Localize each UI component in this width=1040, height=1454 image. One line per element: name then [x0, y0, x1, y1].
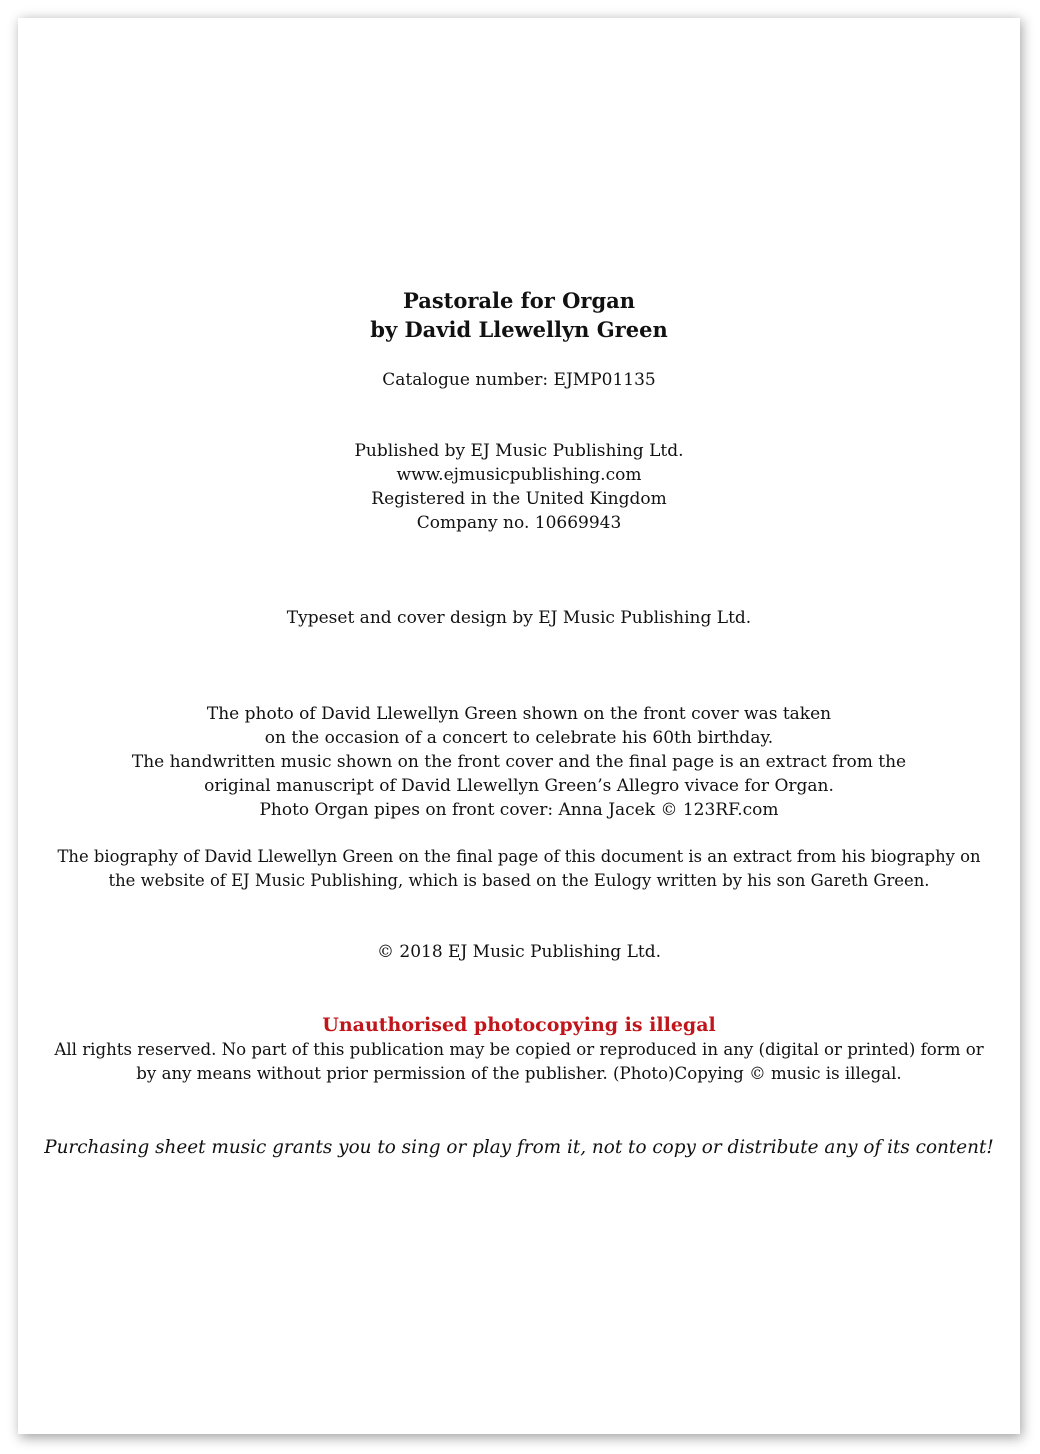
rights-line: by any means without prior permission of the publisher. (Photo)Copying © music is illegal.	[136, 1064, 902, 1083]
credit-line: Photo Organ pipes on front cover: Anna Jacek © 123RF.com	[259, 800, 779, 820]
biography-note	[18, 845, 1020, 893]
photocopy-warning-heading: Unauthorised photocopying is illegal	[322, 1014, 716, 1036]
credit-line: original manuscript of David Llewellyn Green’s Allegro vivace for Organ.	[204, 776, 834, 796]
credit-line: The photo of David Llewellyn Green shown on the front cover was taken	[206, 704, 832, 724]
credit-line: The handwritten music shown on the front cover and the final page is an extract from the	[131, 752, 907, 772]
rights-line: All rights reserved. No part of this publication may be copied or reproduced in any (digital or printed) form or	[54, 1040, 984, 1059]
document-page	[18, 18, 1020, 1434]
company-number: Company no. 10669943	[416, 513, 622, 533]
purchase-notice: Purchasing sheet music grants you to sing or play from it, not to copy or distribute any of its content!	[44, 1137, 994, 1158]
typeset-credit: Typeset and cover design by EJ Music Publishing Ltd.	[286, 608, 752, 628]
publisher-website: www.ejmusicpublishing.com	[396, 465, 642, 485]
registration-line: Registered in the United Kingdom	[371, 489, 667, 509]
title-block	[18, 286, 1020, 344]
composer-line: by David Llewellyn Green	[370, 317, 668, 342]
work-title: Pastorale for Organ	[402, 288, 635, 313]
credit-line: on the occasion of a concert to celebrate his 60th birthday.	[264, 728, 774, 748]
photo-credits-block	[18, 702, 1020, 822]
publisher-block	[18, 439, 1020, 535]
rights-reserved-block	[18, 1038, 1020, 1086]
biography-line: The biography of David Llewellyn Green on the final page of this document is an extract from his biography on	[57, 847, 981, 866]
publisher-line: Published by EJ Music Publishing Ltd.	[354, 441, 684, 461]
biography-line: the website of EJ Music Publishing, which is based on the Eulogy written by his son Gareth Green.	[108, 871, 930, 890]
copyright-line: © 2018 EJ Music Publishing Ltd.	[376, 942, 662, 962]
catalogue-number: Catalogue number: EJMP01135	[382, 370, 656, 390]
